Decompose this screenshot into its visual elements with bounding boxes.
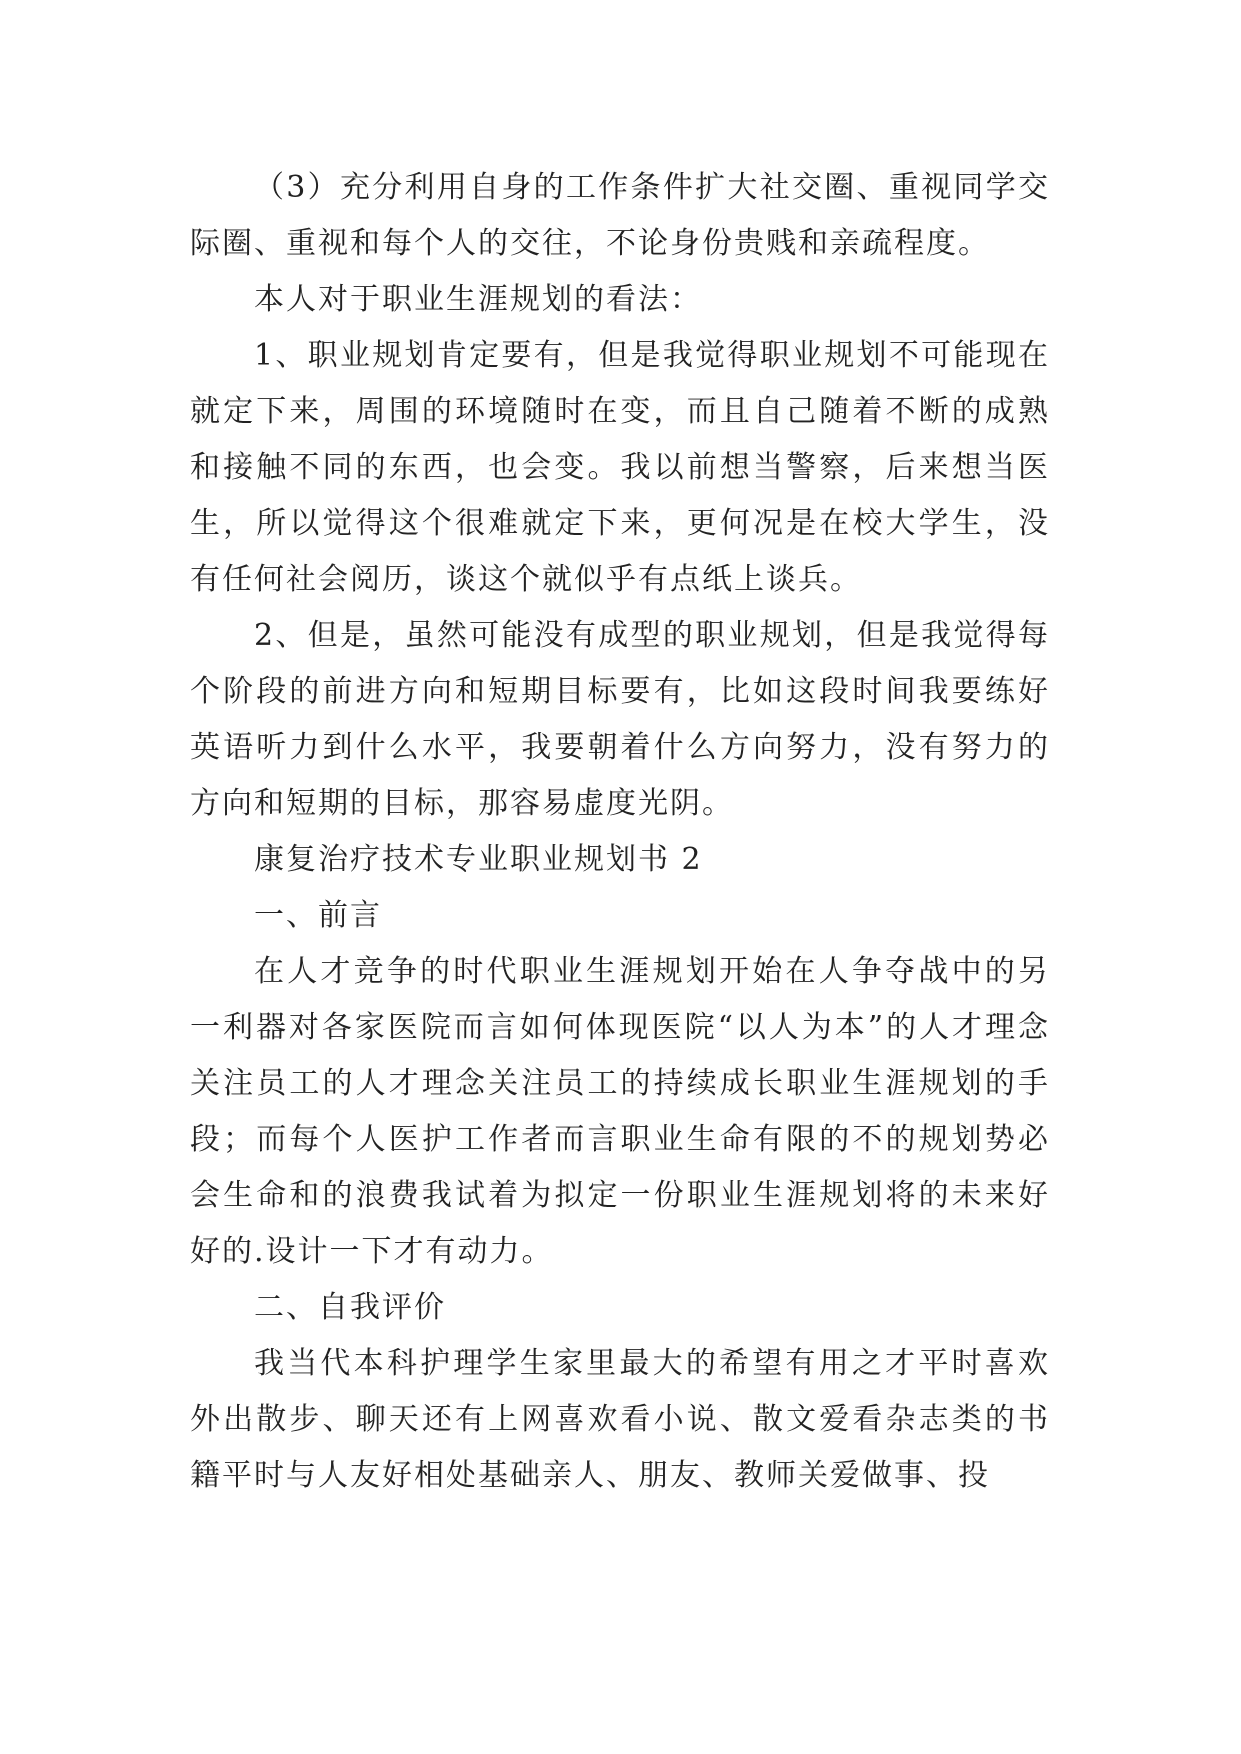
paragraph-view-intro: 本人对于职业生涯规划的看法： <box>254 282 702 317</box>
paragraph-social-circle: （3）充分利用自身的工作条件扩大社交圈、重视同学交际圈、重视和每个人的交往，不论身份贵贱和亲疏程度。 <box>190 170 1050 261</box>
section-heading-self-evaluation: 二、自我评价 <box>254 1290 446 1325</box>
section-heading-preface: 一、前言 <box>254 898 382 933</box>
section-title-plan-2: 康复治疗技术专业职业规划书 2 <box>254 842 703 877</box>
paragraph-preface: 在人才竞争的时代职业生涯规划开始在人争夺战中的另一利器对各家医院而言如何体现医院“以人为本”的人才理念关注员工的人才理念关注员工的持续成长职业生涯规划的手段；而每个人医护工作者而言职业生命有限的不的规划势必会生命和的浪费我试着为拟定一份职业生涯规划将的未来好好的.设计一下才有动力。 <box>190 954 1050 1269</box>
paragraph-self-evaluation: 我当代本科护理学生家里最大的希望有用之才平时喜欢外出散步、聊天还有上网喜欢看小说、散文爱看杂志类的书籍平时与人友好相处基础亲人、朋友、教师关爱做事、投 <box>190 1346 1050 1493</box>
paragraph-point-2: 2、但是，虽然可能没有成型的职业规划，但是我觉得每个阶段的前进方向和短期目标要有，比如这段时间我要练好英语听力到什么水平，我要朝着什么方向努力，没有努力的方向和短期的目标，那容易虚度光阴。 <box>190 618 1050 821</box>
document-body <box>190 160 1050 1504</box>
paragraph-point-1: 1、职业规划肯定要有，但是我觉得职业规划不可能现在就定下来，周围的环境随时在变，而且自己随着不断的成熟和接触不同的东西，也会变。我以前想当警察，后来想当医生，所以觉得这个很难就定下来，更何况是在校大学生，没有任何社会阅历，谈这个就似乎有点纸上谈兵。 <box>190 338 1050 597</box>
